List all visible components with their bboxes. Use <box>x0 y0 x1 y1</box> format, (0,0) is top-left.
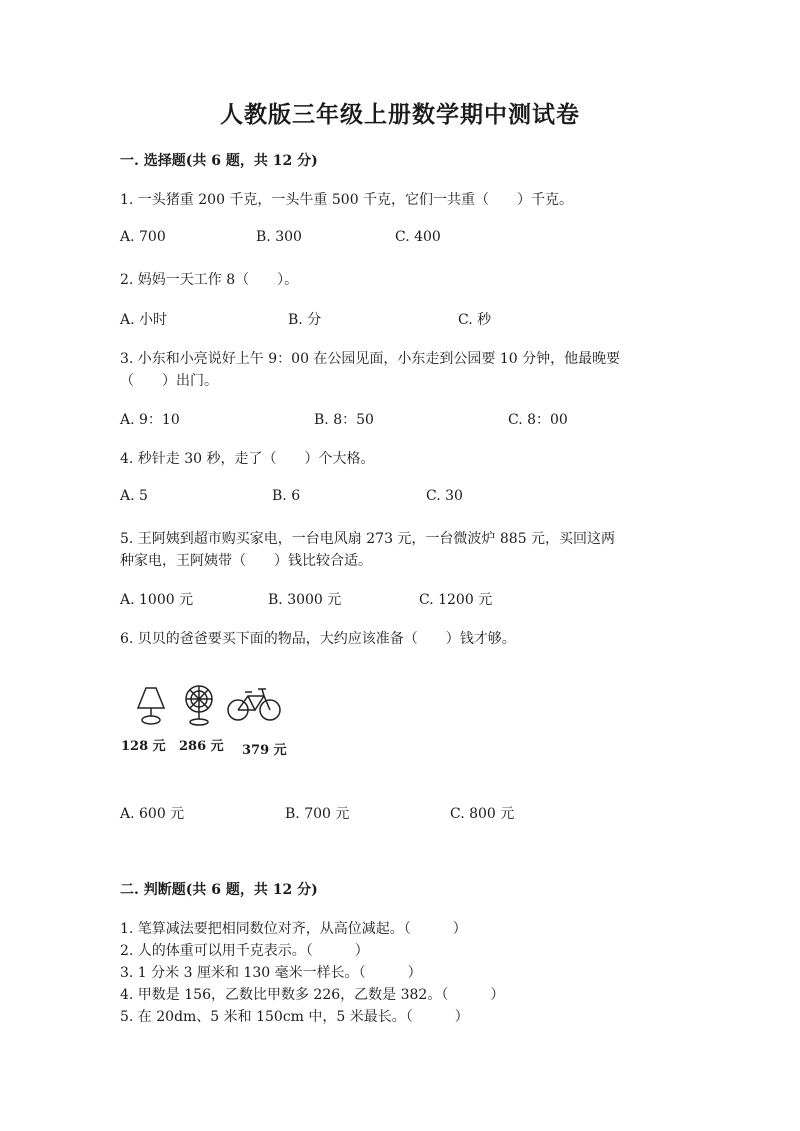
question-6-option-b: B. 700 元 <box>285 806 350 822</box>
section-heading-judgement: 二. 判断题(共 6 题，共 12 分) <box>120 882 318 898</box>
question-4-option-a: A. 5 <box>120 488 148 504</box>
bicycle-price: 379 元 <box>242 743 287 758</box>
judgement-item: 1. 笔算减法要把相同数位对齐，从高位减起。（ ） <box>120 921 467 937</box>
question-4-option-c: C. 30 <box>426 488 463 504</box>
question-2-option-c: C. 秒 <box>458 312 492 328</box>
question-5-line-2: 种家电，王阿姨带（ ）钱比较合适。 <box>120 553 372 569</box>
question-4-text: 4. 秒针走 30 秒，走了（ ）个大格。 <box>120 451 375 467</box>
question-6-option-a: A. 600 元 <box>120 806 185 822</box>
question-5-option-a: A. 1000 元 <box>120 592 194 608</box>
question-6-text: 6. 贝贝的爸爸要买下面的物品，大约应该准备（ ）钱才够。 <box>120 631 516 647</box>
question-2-option-b: B. 分 <box>288 312 322 328</box>
page-title: 人教版三年级上册数学期中测试卷 <box>220 101 580 128</box>
judgement-item: 3. 1 分米 3 厘米和 130 毫米一样长。（ ） <box>120 965 422 981</box>
question-2-option-a: A. 小时 <box>120 312 168 328</box>
question-5-option-c: C. 1200 元 <box>419 592 493 608</box>
question-1-option-a: A. 700 <box>120 229 166 245</box>
question-5-option-b: B. 3000 元 <box>268 592 342 608</box>
judgement-item: 4. 甲数是 156，乙数比甲数多 226，乙数是 382。（ ） <box>120 987 505 1003</box>
bicycle-icon <box>228 689 280 720</box>
question-4-option-b: B. 6 <box>272 488 301 504</box>
question-3-line-2: （ ）出门。 <box>120 373 218 389</box>
question-1-text: 1. 一头猪重 200 千克，一头牛重 500 千克，它们一共重（ ）千克。 <box>120 192 574 208</box>
fan-price: 286 元 <box>179 739 224 754</box>
judgement-item: 2. 人的体重可以用千克表示。（ ） <box>120 943 369 959</box>
lamp-icon <box>138 688 164 724</box>
judgement-item: 5. 在 20dm、5 米和 150cm 中，5 米最长。（ ） <box>120 1009 469 1025</box>
question-3-line-1: 3. 小东和小亮说好上午 9：00 在公园见面，小东走到公园要 10 分钟，他最晚要 <box>120 351 621 367</box>
question-1-option-c: C. 400 <box>395 229 441 245</box>
question-3-option-c: C. 8：00 <box>508 412 568 428</box>
question-2-text: 2. 妈妈一天工作 8（ ）。 <box>120 272 299 288</box>
question-5-line-1: 5. 王阿姨到超市购买家电，一台电风扇 273 元，一台微波炉 885 元，买回这两 <box>120 531 616 547</box>
question-3-option-a: A. 9：10 <box>120 412 180 428</box>
question-3-option-b: B. 8：50 <box>314 412 374 428</box>
question-6-option-c: C. 800 元 <box>450 806 515 822</box>
lamp-price: 128 元 <box>121 739 166 754</box>
fan-icon <box>186 686 212 725</box>
question-1-option-b: B. 300 <box>256 229 302 245</box>
section-heading-choice: 一. 选择题(共 6 题，共 12 分) <box>120 153 318 169</box>
